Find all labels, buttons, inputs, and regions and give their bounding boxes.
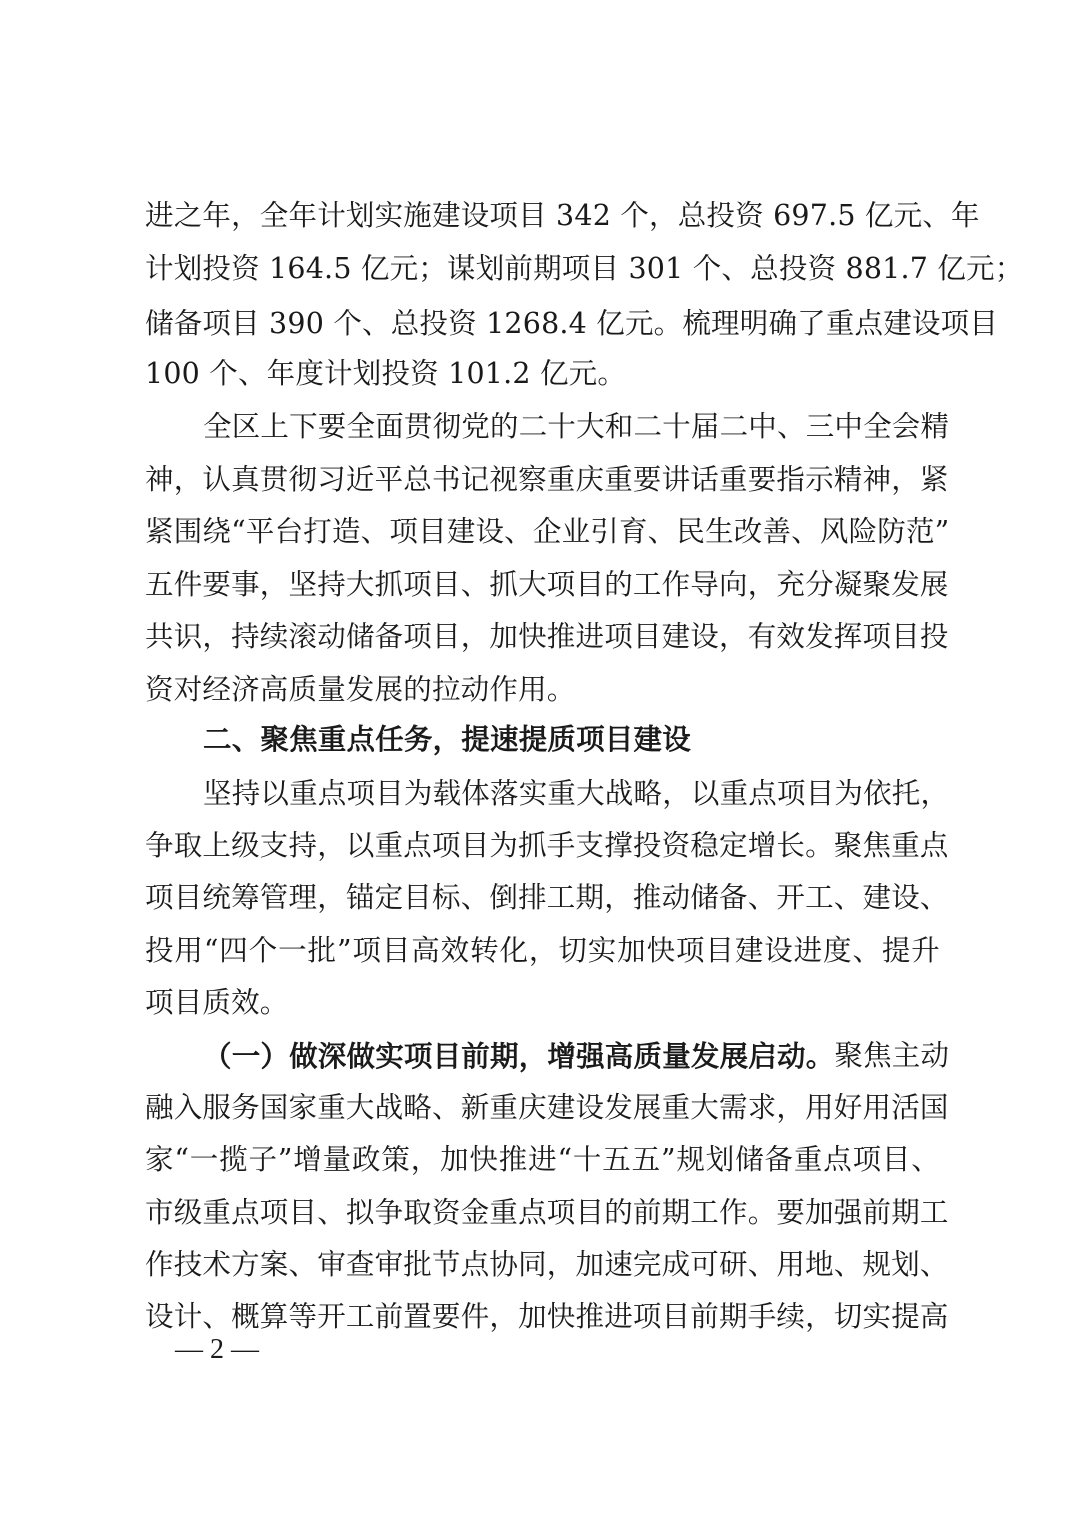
body-text-line: 家“一揽子”增量政策，加快推进“十五五”规划储备重点项目、 xyxy=(145,1143,940,1176)
body-text-line: 100 个、年度计划投资 101.2 亿元。 xyxy=(145,357,627,390)
body-text-line: 设计、概算等开工前置要件，加快推进项目前期手续，切实提高 xyxy=(145,1300,949,1333)
subsection-line xyxy=(203,1027,950,1085)
body-text-line: 项目统筹管理，锚定目标、倒排工期，推动储备、开工、建设、 xyxy=(145,881,949,914)
body-text-line: 储备项目 390 个、总投资 1268.4 亿元。梳理明确了重点建设项目 xyxy=(145,307,999,340)
body-text-line: 紧围绕“平台打造、项目建设、企业引育、民生改善、风险防范” xyxy=(145,515,950,548)
body-text-line: 融入服务国家重大战略、新重庆建设发展重大需求，用好用活国 xyxy=(145,1091,949,1124)
body-text-line: 资对经济高质量发展的拉动作用。 xyxy=(145,673,576,706)
subsection-text: 聚焦主动 xyxy=(834,1039,950,1072)
body-text-line: 市级重点项目、拟争取资金重点项目的前期工作。要加强前期工 xyxy=(145,1196,949,1229)
page-number: — 2 — xyxy=(175,1334,259,1365)
body-text-line: 全区上下要全面贯彻党的二十大和二十届二中、三中全会精 xyxy=(203,410,950,443)
body-text-line: 投用“四个一批”项目高效转化，切实加快项目建设进度、提升 xyxy=(145,934,940,967)
body-text-line: 五件要事，坚持大抓项目、抓大项目的工作导向，充分凝聚发展 xyxy=(145,568,949,601)
body-text-line: 争取上级支持，以重点项目为抓手支撑投资稳定增长。聚焦重点 xyxy=(145,829,949,862)
body-text-line: 神，认真贯彻习近平总书记视察重庆重要讲话重要指示精神，紧 xyxy=(145,463,949,496)
body-text-line: 作技术方案、审查审批节点协同，加速完成可研、用地、规划、 xyxy=(145,1248,949,1281)
subsection-heading: （一）做深做实项目前期，增强高质量发展启动。 xyxy=(203,1039,835,1073)
body-text-line: 共识，持续滚动储备项目，加快推进项目建设，有效发挥项目投 xyxy=(145,620,949,653)
body-text-line: 项目质效。 xyxy=(145,986,289,1019)
body-text-line: 进之年，全年计划实施建设项目 342 个，总投资 697.5 亿元、年 xyxy=(145,199,980,232)
section-heading: 二、聚焦重点任务，提速提质项目建设 xyxy=(203,723,691,756)
body-text-line: 坚持以重点项目为载体落实重大战略，以重点项目为依托， xyxy=(203,777,950,810)
body-text-line: 计划投资 164.5 亿元；谋划前期项目 301 个、总投资 881.7 亿元； xyxy=(145,252,1024,285)
